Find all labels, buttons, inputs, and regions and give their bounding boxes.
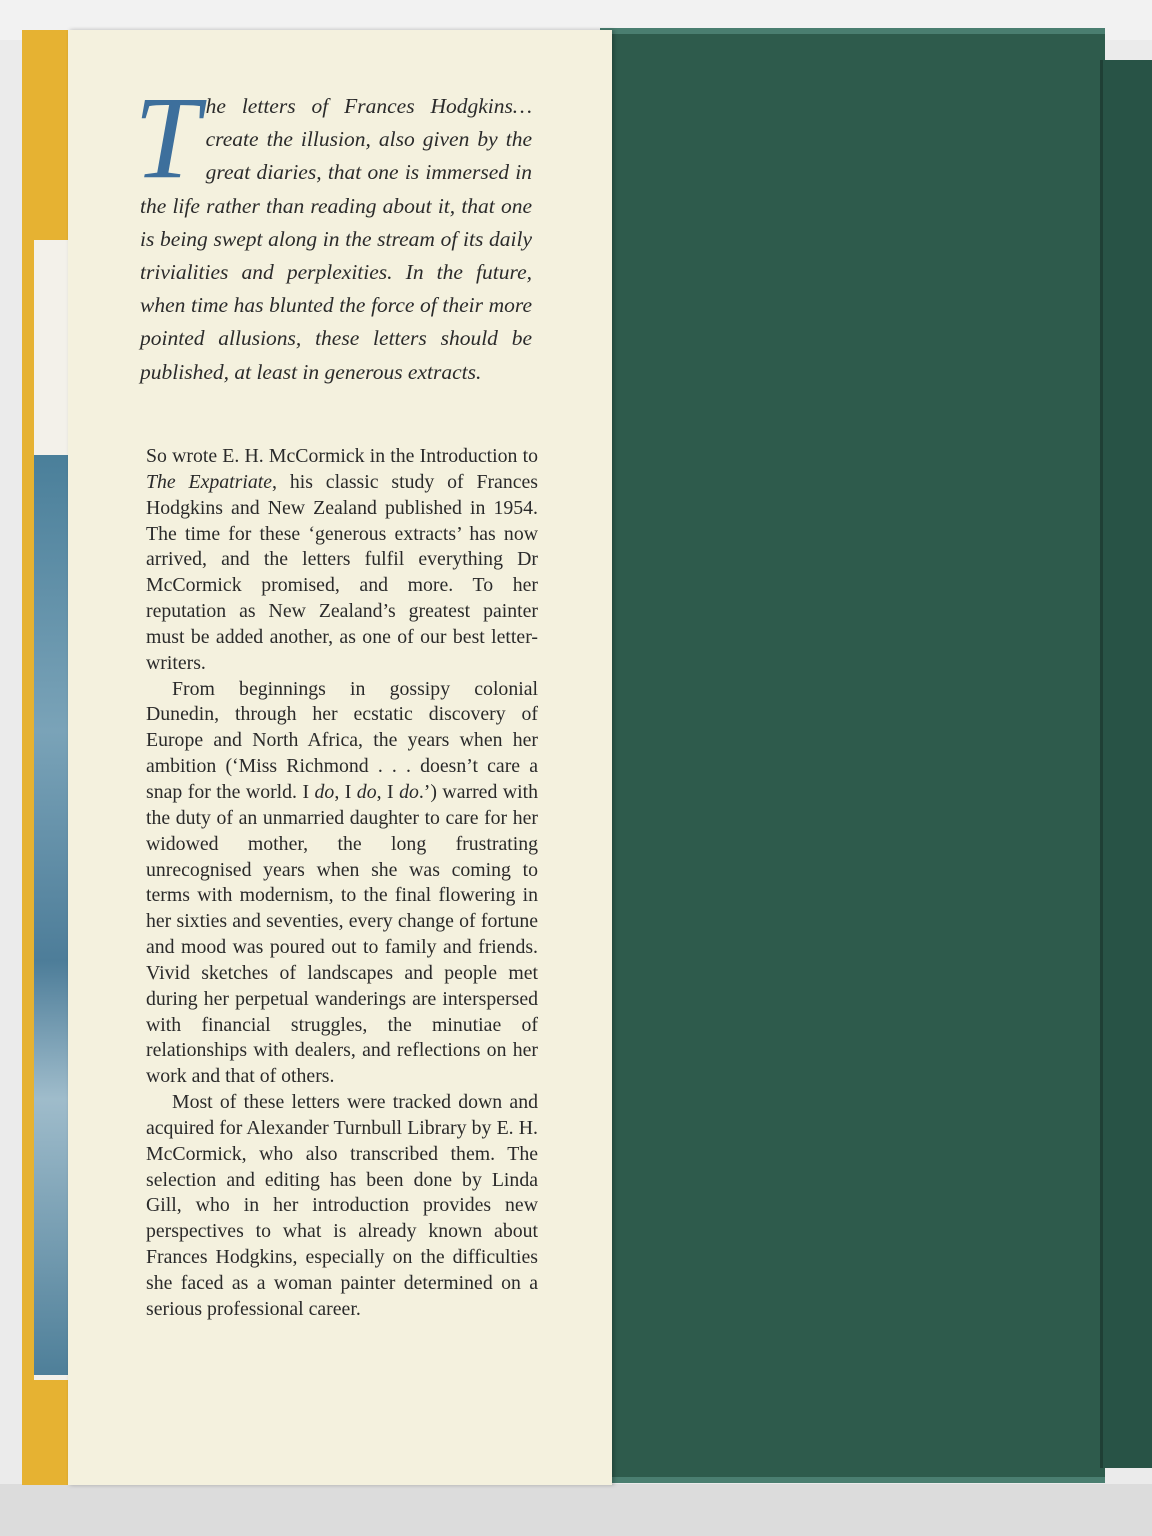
p2-do-1: do: [314, 780, 335, 803]
green-cloth-board: [600, 28, 1105, 1483]
p2-text-b: , I: [334, 780, 357, 803]
paragraph-2: [146, 677, 538, 1091]
p2-text-d: .’) warred with the duty of an unmarried daughter to care for her widowed mother, the long frustrating unrecognised years when she was coming to terms with modernism, to the final flowering in her sixties and seventies, every change of fortune and mood was poured out to family and friends. Vivid sketches of landscapes and people met during her perpetual wanderings are interspersed with financial struggles, the minutiae of relationships with dealers, and reflections on her work and that of others.: [146, 780, 538, 1088]
p1-text-b: , his classic study of Frances Hodgkins and New Zealand published in 1954. The time for these ‘generous extracts’ has now arrived, and the letters fulfil everything Dr McCormick promised, and more. To her reputation as New Zealand’s greatest painter must be added another, as one of our best letter-writers.: [146, 470, 538, 674]
p2-text-a: From beginnings in gossipy colonial Dunedin, through her ecstatic discovery of Europe and North Africa, the years when her ambition (‘Miss Richmond . . . doesn’t care a snap for the world. I: [146, 677, 538, 803]
paragraph-3: Most of these letters were tracked down and acquired for Alexander Turnbull Library by E. H. McCormick, who also transcribed them. The selection and editing has been done by Linda Gill, who in her introduction provides new perspectives to what is already known about Frances Hodgkins, especially on the difficulties she faced as a woman painter determined on a serious professional career.: [146, 1091, 538, 1320]
quote-block: [134, 72, 532, 389]
p2-do-3: do: [399, 780, 419, 803]
handwriting-mark: [25, 262, 60, 265]
book-title: The Expatriate: [146, 470, 273, 493]
paragraph-1: [146, 444, 538, 677]
p2-text-c: , I: [376, 780, 400, 803]
drop-cap: T: [134, 72, 200, 203]
p1-text-a: So wrote E. H. McCormick in the Introduction to: [146, 445, 538, 467]
p2-do-2: do: [356, 780, 377, 803]
blurb-body: [146, 444, 538, 1323]
quote-text: he letters of Frances Hodgkins… create the illusion, also given by the great diaries, that one is immersed in the life rather than reading about it, that one is being swept along in the stream of its daily trivialities and perplexities. In the future, when time has blunted the force of their more pointed allusions, these letters should be published, at least in generous extracts.: [140, 94, 532, 384]
backdrop-bottom: [0, 1484, 1152, 1536]
back-board-edge: [1100, 60, 1152, 1468]
